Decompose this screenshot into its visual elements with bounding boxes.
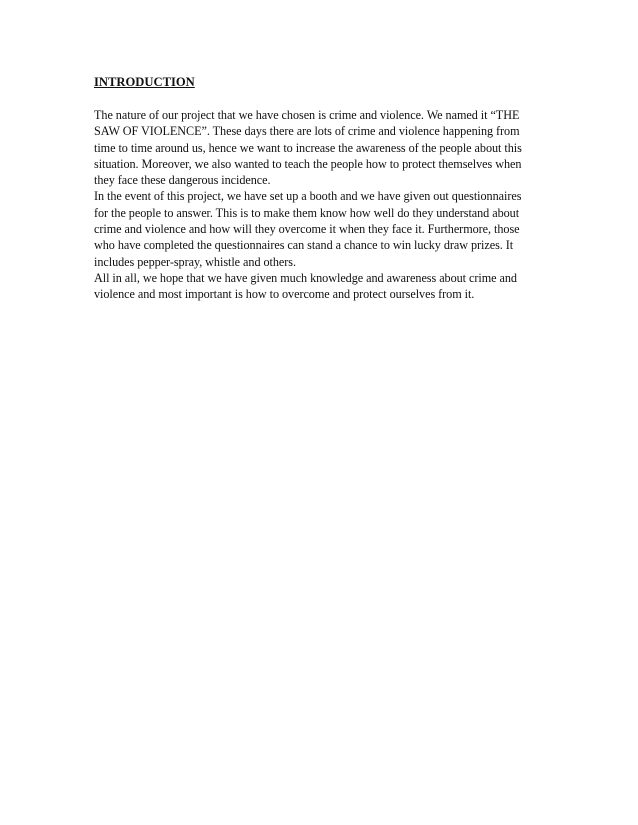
text-line: All in all, we hope that we have given much knowledge and awareness about crime and bbox=[94, 270, 517, 285]
text-line: situation. Moreover, we also wanted to teach the people how to protect themselves when bbox=[94, 156, 522, 171]
paragraph-booth-questionnaire bbox=[94, 188, 544, 269]
text-line: includes pepper-spray, whistle and others. bbox=[94, 254, 296, 269]
text-line: who have completed the questionnaires can stand a chance to win lucky draw prizes. It bbox=[94, 238, 514, 253]
text-line: In the event of this project, we have set up a booth and we have given out questionnaires bbox=[94, 189, 522, 204]
text-line: they face these dangerous incidence. bbox=[94, 173, 271, 188]
text-line: SAW OF VIOLENCE”. These days there are lots of crime and violence happening from bbox=[94, 124, 520, 139]
paragraph-project-nature bbox=[94, 107, 544, 188]
paragraph-conclusion bbox=[94, 270, 544, 303]
text-line: crime and violence and how will they overcome it when they face it. Furthermore, those bbox=[94, 222, 520, 237]
text-line: time to time around us, hence we want to increase the awareness of the people about this bbox=[94, 140, 522, 155]
document-body bbox=[94, 74, 544, 303]
text-line: The nature of our project that we have chosen is crime and violence. We named it “THE bbox=[94, 108, 520, 122]
text-line: for the people to answer. This is to make them know how well do they understand about bbox=[94, 205, 520, 220]
section-heading: INTRODUCTION bbox=[94, 75, 195, 89]
text-line: violence and most important is how to overcome and protect ourselves from it. bbox=[94, 287, 475, 302]
